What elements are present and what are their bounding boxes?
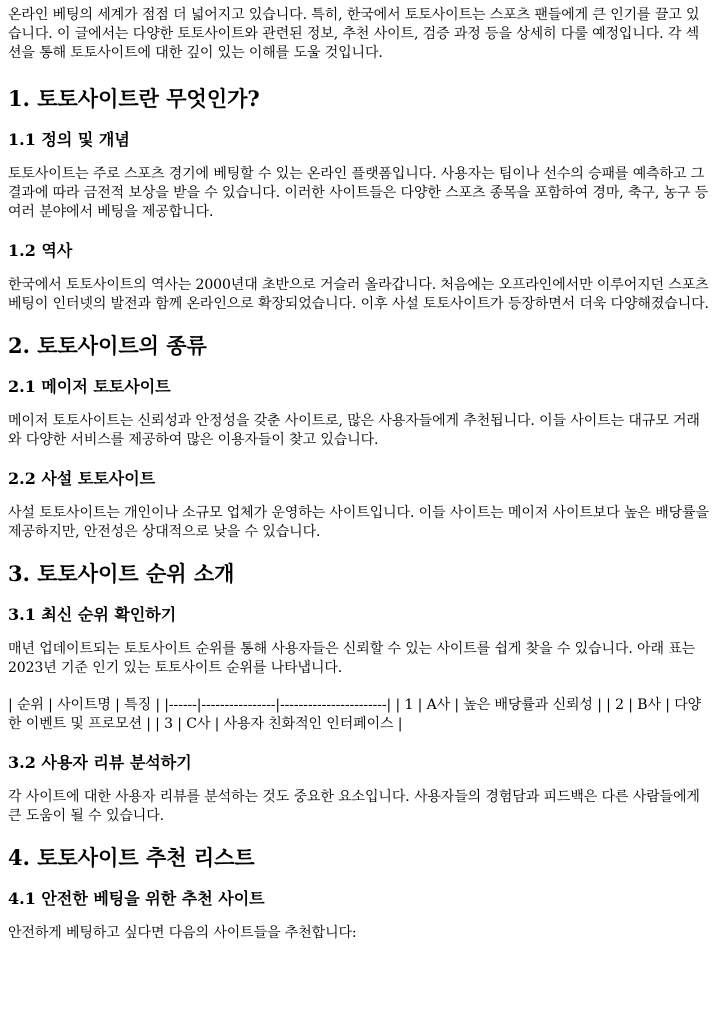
body-paragraph: 토토사이트는 주로 스포츠 경기에 베팅할 수 있는 온라인 플랫폼입니다. 사용자는 팀이나 선수의 승패를 예측하고 그 결과에 따라 금전적 보상을 받을 수 있습니다. 이러한 사이트들은 다양한 스포츠 종목을 포함하여 경마, 축구, 농구 등 여러 분야에서 베팅을 제공합니다. [8, 166, 709, 220]
subsection-heading: 1.2 역사 [8, 241, 73, 260]
body-paragraph: 안전하게 베팅하고 싶다면 다음의 사이트들을 추천합니다: [8, 925, 357, 941]
body-paragraph: 각 사이트에 대한 사용자 리뷰를 분석하는 것도 중요한 요소입니다. 사용자들의 경험담과 피드백은 다른 사람들에게 큰 도움이 될 수 있습니다. [8, 789, 700, 824]
body-paragraph: 매년 업데이트되는 토토사이트 순위를 통해 사용자들은 신뢰할 수 있는 사이트를 쉽게 찾을 수 있습니다. 아래 표는 2023년 기준 인기 있는 토토사이트 순위를 나타냅니다. [8, 641, 696, 676]
subsection-heading: 3.1 최신 순위 확인하기 [8, 605, 177, 624]
subsection-heading: 2.1 메이저 토토사이트 [8, 377, 171, 396]
section-heading: 4. 토토사이트 추천 리스트 [8, 845, 255, 870]
subsection-heading: 2.2 사설 토토사이트 [8, 469, 156, 488]
body-paragraph: 사설 토토사이트는 개인이나 소규모 업체가 운영하는 사이트입니다. 이들 사이트는 메이저 사이트보다 높은 배당률을 제공하지만, 안전성은 상대적으로 낮을 수 있습니다. [8, 505, 709, 540]
subsection-heading: 1.1 정의 및 개념 [8, 130, 130, 149]
section-heading: 1. 토토사이트란 무엇인가? [8, 86, 260, 111]
section-heading: 3. 토토사이트 순위 소개 [8, 561, 235, 586]
body-paragraph: 메이저 토토사이트는 신뢰성과 안정성을 갖춘 사이트로, 많은 사용자들에게 추천됩니다. 이들 사이트는 대규모 거래와 다양한 서비스를 제공하여 많은 이용자들이 찾고 있습니다. [8, 413, 700, 448]
subsection-heading: 4.1 안전한 베팅을 위한 추천 사이트 [8, 889, 265, 908]
intro-paragraph: 온라인 베팅의 세계가 점점 더 넓어지고 있습니다. 특히, 한국에서 토토사이트는 스포츠 팬들에게 큰 인기를 끌고 있습니다. 이 글에서는 다양한 토토사이트와 관련된 정보, 추천 사이트, 검증 과정 등을 상세히 다룰 예정입니다. 각 섹션을 통해 토토사이트에 대한 깊이 있는 이해를 도울 것입니다. [8, 7, 700, 61]
section-heading: 2. 토토사이트의 종류 [8, 333, 207, 358]
subsection-heading: 3.2 사용자 리뷰 분석하기 [8, 753, 192, 772]
body-paragraph: 한국에서 토토사이트의 역사는 2000년대 초반으로 거슬러 올라갑니다. 처음에는 오프라인에서만 이루어지던 스포츠 베팅이 인터넷의 발전과 함께 온라인으로 확장되었습니다. 이후 사설 토토사이트가 등장하면서 더욱 다양해졌습니다. [8, 277, 709, 312]
ranking-table-text: | 순위 | 사이트명 | 특징 | |------|----------------|-----------------------| | 1 | A사 | 높은 배당률과 신뢰성 | | 2 | B사 | 다양한 이벤트 및 프로모션 | | 3 | C사 | 사용자 친화적인 인터페이스 | [8, 697, 702, 732]
